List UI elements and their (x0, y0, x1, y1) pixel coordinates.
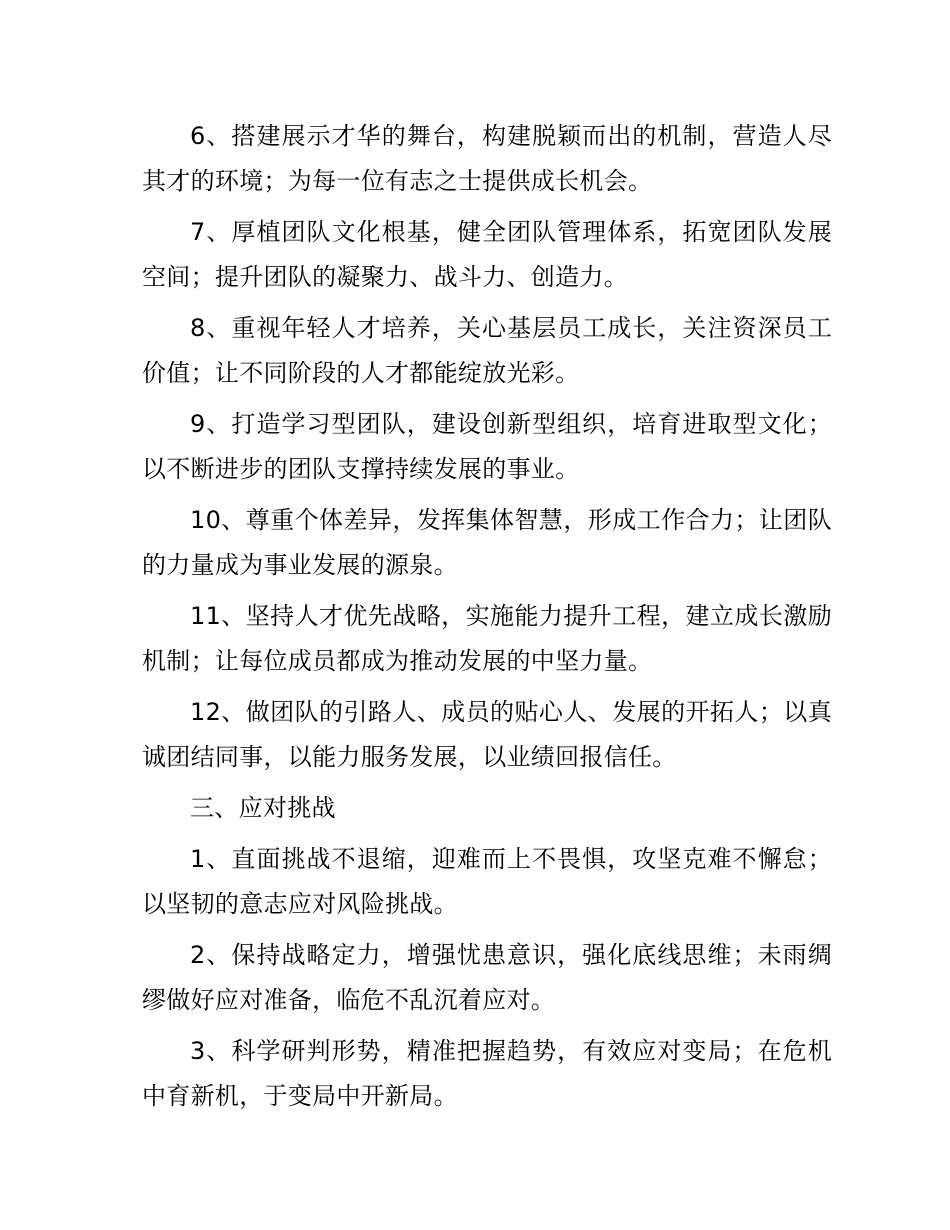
paragraph-item-12: 12、做团队的引路人、成员的贴心人、发展的开拓人；以真诚团结同事，以能力服务发展，以业绩回报信任。 (142, 698, 832, 771)
paragraph-item-7: 7、厚植团队文化根基，健全团队管理体系，拓宽团队发展空间；提升团队的凝聚力、战斗力、创造力。 (142, 218, 832, 291)
paragraph-item-challenge-3: 3、科学研判形势，精准把握趋势，有效应对变局；在危机中育新机，于变局中开新局。 (142, 1037, 832, 1110)
paragraph-item-11: 11、坚持人才优先战略，实施能力提升工程，建立成长激励机制；让每位成员都成为推动发展的中坚力量。 (142, 602, 832, 675)
document-page (142, 114, 832, 1125)
paragraph-item-9: 9、打造学习型团队，建设创新型组织，培育进取型文化；以不断进步的团队支撑持续发展的事业。 (142, 410, 832, 483)
paragraph-item-6: 6、搭建展示才华的舞台，构建脱颖而出的机制，营造人尽其才的环境；为每一位有志之士提供成长机会。 (142, 122, 832, 195)
paragraph-item-challenge-1: 1、直面挑战不退缩，迎难而上不畏惧，攻坚克难不懈怠；以坚韧的意志应对风险挑战。 (142, 845, 832, 918)
paragraph-item-challenge-2: 2、保持战略定力，增强忧患意识，强化底线思维；未雨绸缪做好应对准备，临危不乱沉着应对。 (142, 941, 832, 1014)
section-heading: 三、应对挑战 (190, 794, 336, 822)
paragraph-item-8: 8、重视年轻人才培养，关心基层员工成长，关注资深员工价值；让不同阶段的人才都能绽放光彩。 (142, 314, 832, 387)
paragraph-item-10: 10、尊重个体差异，发挥集体智慧，形成工作合力；让团队的力量成为事业发展的源泉。 (142, 506, 832, 579)
